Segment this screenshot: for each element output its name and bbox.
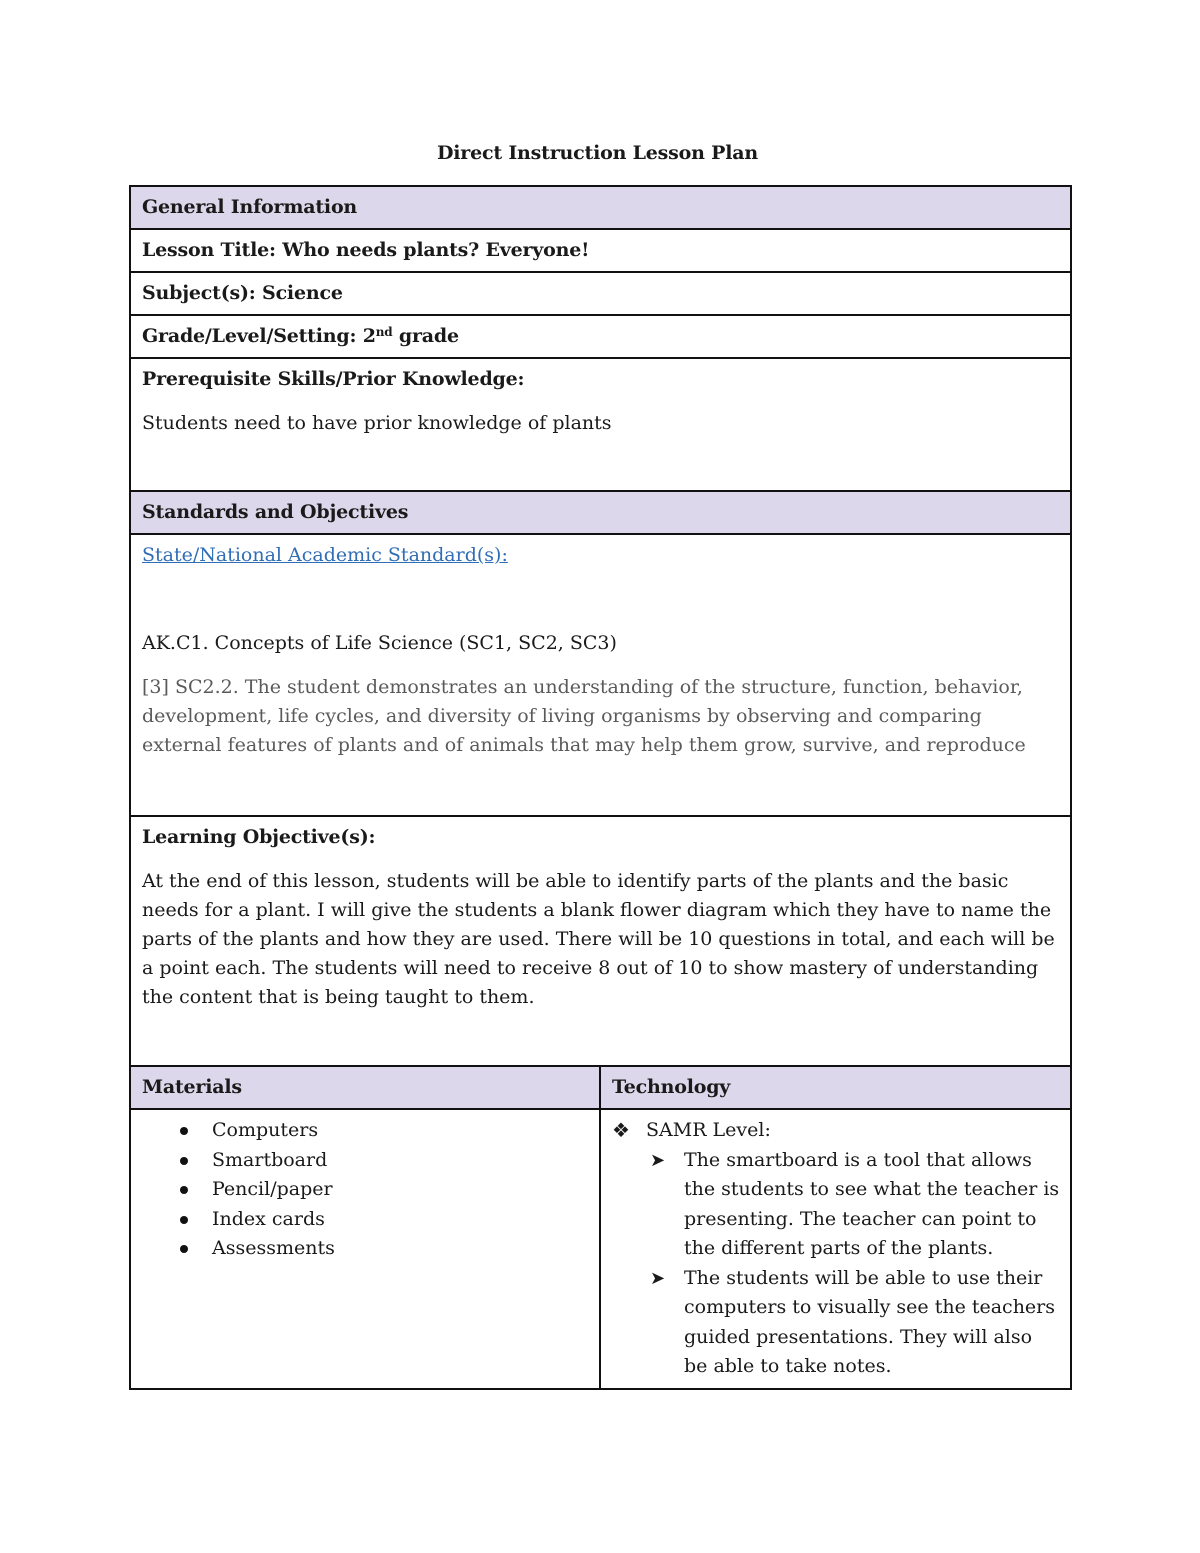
standards-link[interactable]: State/National Academic Standard(s): [142,544,508,566]
grade-word: grade [398,325,459,347]
technology-list [612,1146,1060,1382]
subjects-label: Subject(s): [142,282,256,304]
learning-objectives-label: Learning Objective(s): [142,826,376,848]
technology-heading: Technology [600,1066,1071,1109]
prerequisite-row [130,358,1071,491]
list-item [648,1146,1060,1264]
materials-list [142,1116,589,1264]
standards-heading-row [130,491,1071,534]
grade-cell [130,315,1071,358]
general-information-heading: General Information [130,186,1071,229]
material-label: Smartboard [212,1148,328,1171]
material-label: Assessments [212,1237,335,1259]
materials-technology-heading-row [130,1066,1071,1109]
bullet-icon [180,1127,188,1135]
grade-row [130,315,1071,358]
prerequisite-cell [130,358,1071,491]
list-item [176,1116,589,1146]
prerequisite-text: Students need to have prior knowledge of plants [142,412,612,434]
material-label: Pencil/paper [212,1178,333,1200]
samr-label: SAMR Level: [646,1119,771,1141]
bullet-icon [180,1245,188,1253]
materials-technology-row [130,1109,1071,1389]
standards-concept: AK.C1. Concepts of Life Science (SC1, SC2, SC3) [142,632,617,654]
learning-objectives-cell [130,816,1071,1066]
list-item [176,1146,589,1176]
standards-text: [3] SC2.2. The student demonstrates an understanding of the structure, function, behavior, development, life cycles, and diversity of living organisms by observing and comparing external features of plants and of animals that may help them grow, survive, and reproduce [142,676,1026,756]
grade-label: Grade/Level/Setting: [142,325,357,347]
prerequisite-label: Prerequisite Skills/Prior Knowledge: [142,368,525,390]
materials-heading: Materials [130,1066,600,1109]
document-title: Direct Instruction Lesson Plan [437,142,758,164]
lesson-plan-table [129,185,1072,1390]
technology-point: The students will be able to use their computers to visually see the teachers guided presentations. They will also be able to take notes. [684,1266,1056,1377]
lesson-title: Lesson Title: Who needs plants? Everyone! [130,229,1071,272]
grade-suffix: nd [375,325,393,339]
subjects-value: Science [262,282,343,304]
list-item [648,1264,1060,1382]
general-information-row [130,186,1071,229]
bullet-icon [180,1216,188,1224]
arrow-bullet-icon: ➤ [650,1267,666,1289]
list-item [176,1234,589,1264]
material-label: Index cards [212,1207,325,1230]
technology-point: The smartboard is a tool that allows the students to see what the teacher is presenting. The teacher can point to the different parts of the plants. [684,1148,1060,1259]
arrow-bullet-icon: ➤ [650,1149,666,1171]
subjects-row [130,272,1071,315]
bullet-icon [180,1157,188,1165]
standards-heading: Standards and Objectives [130,491,1071,534]
diamond-bullet-icon: ❖ [612,1118,630,1142]
samr-heading [612,1116,1060,1146]
list-item [176,1205,589,1235]
technology-cell [600,1109,1071,1389]
standards-cell [130,534,1071,816]
subjects-cell [130,272,1071,315]
list-item [176,1175,589,1205]
material-label: Computers [212,1119,319,1141]
bullet-icon [180,1186,188,1194]
lesson-title-row [130,229,1071,272]
learning-objectives-text: At the end of this lesson, students will be able to identify parts of the plants and the basic needs for a plant. I will give the students a blank flower diagram which they have to name the parts of the plants and how they are used. There will be 10 questions in total, and each will be a point each. The students will need to receive 8 out of 10 to show mastery of understanding the content that is being taught to them. [142,870,1055,1008]
standards-row [130,534,1071,816]
materials-cell [130,1109,600,1389]
grade-number: 2 [362,325,376,347]
learning-objectives-row [130,816,1071,1066]
